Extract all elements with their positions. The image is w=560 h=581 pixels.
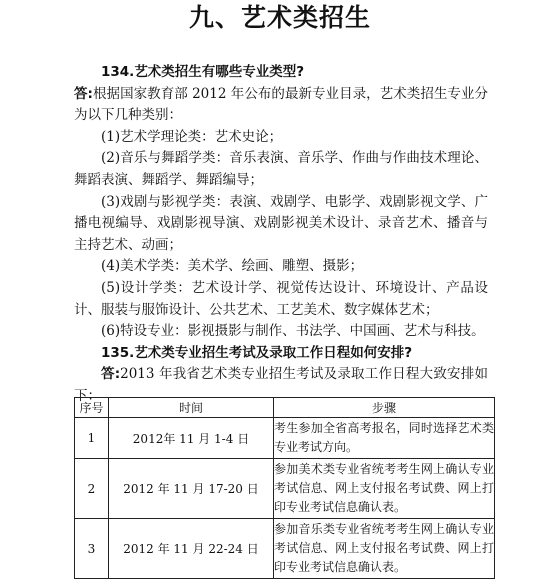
answer-135-label: 答: [101,366,121,383]
header-steps: 步骤 [274,398,495,418]
question-135 [74,343,488,365]
question-135-text: 艺术类专业招生考试及录取工作日程如何安排? [134,344,413,361]
category-item: (2)音乐与舞蹈学类：音乐表演、音乐学、作曲与作曲技术理论、舞蹈表演、舞蹈学、舞蹈编导； [74,150,488,188]
category-item: (3)戏剧与影视学类：表演、戏剧学、电影学、戏剧影视文学、广播电视编导、戏剧影视导演、戏剧影视美术设计、录音艺术、播音与主持艺术、动画； [74,193,488,253]
body-text [74,62,488,408]
question-135-number: 135. [101,344,135,361]
row-steps: 参加美术类专业省统考考生网上确认专业考试信息、网上支付报名考试费、网上打印专业考试信息确认表。 [274,459,495,519]
table-row [75,418,495,459]
answer-134-intro-text: 根据国家教育部 2012 年公布的最新专业目录，艺术类招生专业分为以下几种类别： [74,85,488,124]
category-item: (1)艺术学理论类：艺术史论； [101,128,283,145]
row-date: 2012 年 11 月 17-20 日 [109,459,274,519]
row-steps: 考生参加全省高考报名，同时选择艺术类专业考试方向。 [274,418,495,459]
table-row [75,519,495,579]
row-num: 3 [75,519,109,579]
row-date: 2012 年 11 月 22-24 日 [109,519,274,579]
header-time: 时间 [109,398,274,418]
answer-134-label: 答: [74,85,93,102]
chapter-title: 九、艺术类招生 [188,3,371,32]
row-num: 2 [75,459,109,519]
row-date: 2012年 11 月 1-4 日 [109,418,274,459]
category-item: (6)特设专业：影视摄影与制作、书法学、中国画、艺术与科技。 [101,323,485,340]
table-row [75,459,495,519]
category-item: (5)设计学类：艺术设计学、视觉传达设计、环境设计、产品设计、服装与服饰设计、公共艺术、工艺美术、数字媒体艺术； [74,279,488,318]
category-item: (4)美术学类：美术学、绘画、雕塑、摄影； [101,258,364,275]
question-134-number: 134. [101,64,135,80]
answer-135-intro-text: 2013 年我省艺术类专业招生考试及录取工作日程大致安排如下： [74,366,488,404]
row-steps: 参加音乐类专业省统考考生网上确认专业考试信息、网上支付报名考试费、网上打印专业考试信息确认表。 [274,519,495,579]
table-header-row [75,398,495,418]
header-num: 序号 [75,398,109,418]
row-num: 1 [75,418,109,459]
question-134-text: 艺术类招生有哪些专业类型? [134,64,305,80]
answer-134-intro [74,84,488,127]
question-134 [74,62,488,84]
schedule-table [74,397,495,579]
